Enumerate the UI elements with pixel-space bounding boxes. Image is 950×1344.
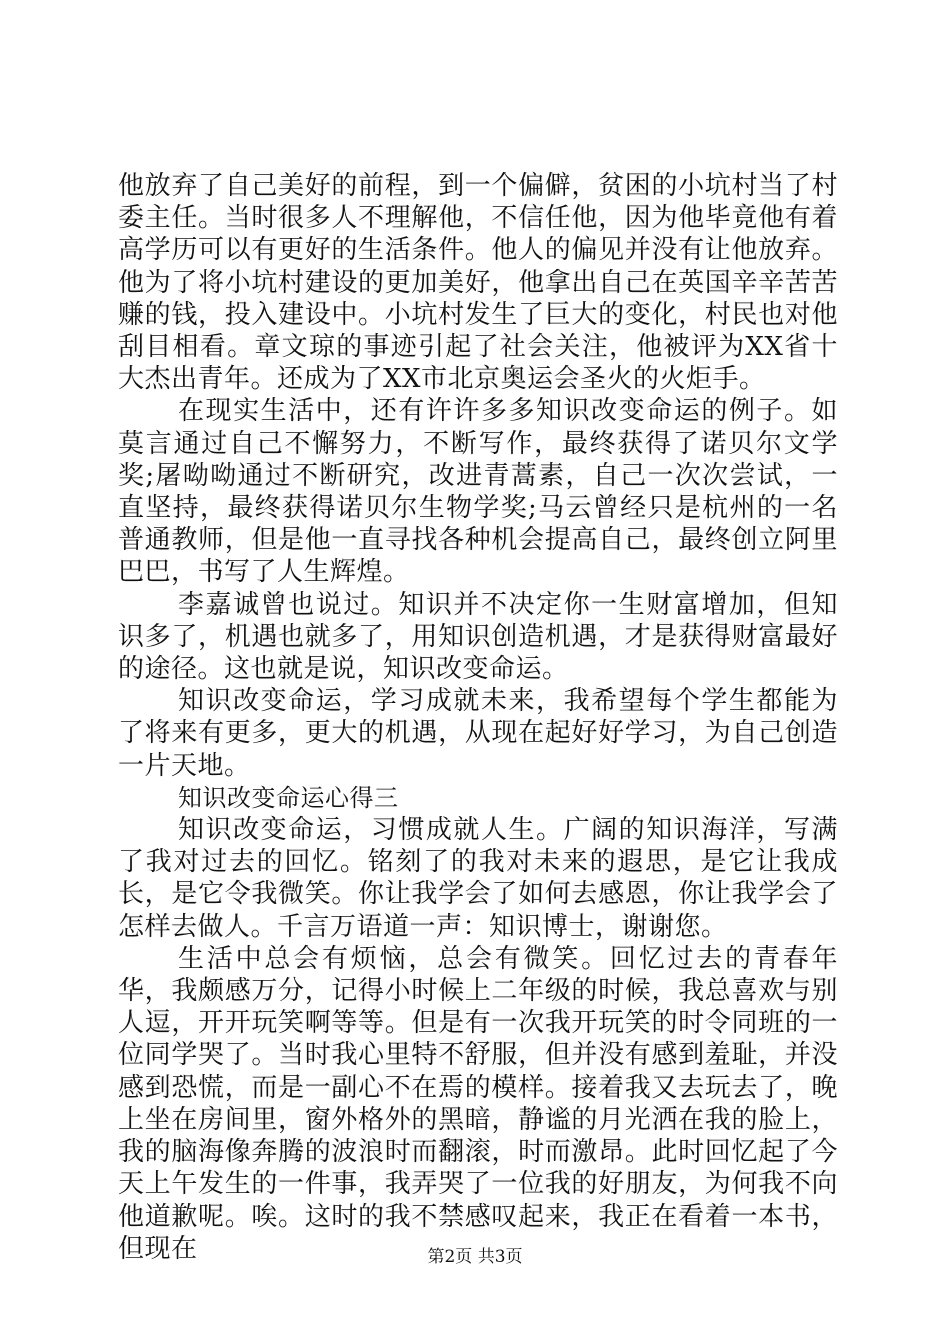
paragraph-2: 在现实生活中，还有许许多多知识改变命运的例子。如莫言通过自己不懈努力，不断写作，最终获得了诺贝尔文学奖;屠呦呦通过不断研究，改进青蒿素，自己一次次尝试，一直坚持，最终获得诺贝尔生物学奖;马云曾经只是杭州的一名普通教师，但是他一直寻找各种机会提高自己，最终创立阿里巴巴，书写了人生辉煌。 <box>118 396 838 588</box>
paragraph-4: 知识改变命运，学习成就未来，我希望每个学生都能为了将来有更多，更大的机遇，从现在起好好学习，为自己创造一片天地。 <box>118 686 838 781</box>
paragraph-3: 李嘉诚曾也说过。知识并不决定你一生财富增加，但知识多了，机遇也就多了，用知识创造机遇，才是获得财富最好的途径。这也就是说，知识改变命运。 <box>118 589 838 685</box>
paragraph-1: 他放弃了自己美好的前程，到一个偏僻，贫困的小坑村当了村委主任。当时很多人不理解他，不信任他，因为他毕竟他有着高学历可以有更好的生活条件。他人的偏见并没有让他放弃。他为了将小坑村建设的更加美好，他拿出自己在英国辛辛苦苦赚的钱，投入建设中。小坑村发生了巨大的变化，村民也对他刮目相看。章文琼的事迹引起了社会关注，他被评为XX省十大杰出青年。还成为了XX市北京奥运会圣火的火炬手。 <box>118 171 838 395</box>
page-footer: 第2页 共3页 <box>427 1247 523 1267</box>
paragraph-5: 知识改变命运，习惯成就人生。广阔的知识海洋，写满了我对过去的回忆。铭刻了的我对未来的遐思，是它让我成长，是它令我微笑。你让我学会了如何去感恩，你让我学会了怎样去做人。千言万语道一声：知识博士，谢谢您。 <box>118 815 838 942</box>
document-body <box>118 170 838 1265</box>
section-heading: 知识改变命运心得三 <box>178 783 399 812</box>
paragraph-6: 生活中总会有烦恼，总会有微笑。回忆过去的青春年华，我颇感万分，记得小时候上二年级的时候，我总喜欢与别人逗，开开玩笑啊等等。但是有一次我开玩笑的时令同班的一位同学哭了。当时我心里特不舒服，但并没有感到羞耻，并没感到恐慌，而是一副心不在焉的模样。接着我又去玩去了，晚上坐在房间里，窗外格外的黑暗，静谧的月光洒在我的脸上，我的脑海像奔腾的波浪时而翻滚，时而激昂。此时回忆起了今天上午发生的一件事，我弄哭了一位我的好朋友，为何我不向他道歉呢。唉。这时的我不禁感叹起来，我正在看着一本书，但现在 <box>118 943 838 1264</box>
